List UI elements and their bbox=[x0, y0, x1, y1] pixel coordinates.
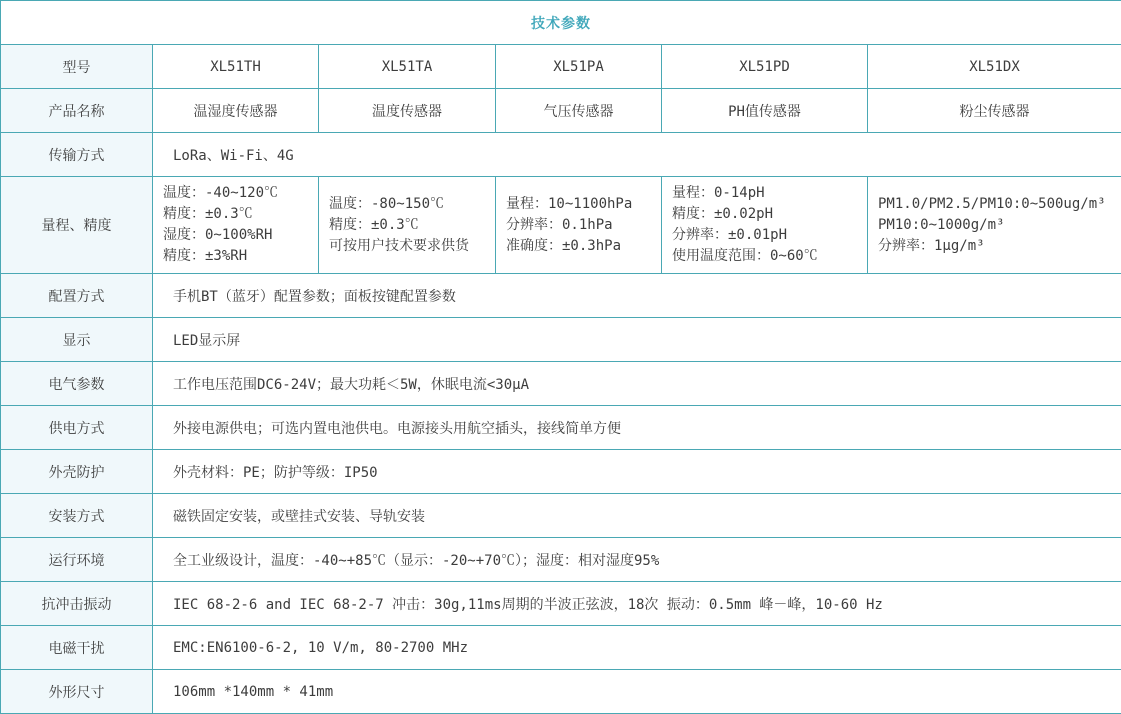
table-row-operating-env bbox=[1, 538, 1121, 582]
range-cell-xl51dx bbox=[868, 177, 1121, 274]
row-label-transmission: 传输方式 bbox=[1, 133, 153, 177]
model-xl51pa: XL51PA bbox=[496, 45, 662, 89]
row-label-power-supply: 供电方式 bbox=[1, 406, 153, 450]
range-line: 湿度：0~100%RH bbox=[163, 225, 312, 246]
row-label-range-accuracy: 量程、精度 bbox=[1, 177, 153, 274]
row-label-display: 显示 bbox=[1, 318, 153, 362]
table-row-electrical bbox=[1, 362, 1121, 406]
enclosure-value: 外壳材料：PE；防护等级：IP50 bbox=[153, 450, 1121, 494]
dimensions-value: 106mm *140mm * 41mm bbox=[153, 670, 1121, 714]
table-row-shock-vibration bbox=[1, 582, 1121, 626]
row-label-product-name: 产品名称 bbox=[1, 89, 153, 133]
product-name-1: 温湿度传感器 bbox=[153, 89, 319, 133]
range-line: PM10:0~1000g/m³ bbox=[878, 215, 1115, 236]
model-xl51ta: XL51TA bbox=[319, 45, 496, 89]
row-label-electrical: 电气参数 bbox=[1, 362, 153, 406]
config-value: 手机BT（蓝牙）配置参数；面板按键配置参数 bbox=[153, 274, 1121, 318]
table-title-row bbox=[1, 1, 1121, 45]
power-supply-value: 外接电源供电；可选内置电池供电。电源接头用航空插头，接线简单方便 bbox=[153, 406, 1121, 450]
range-line: PM1.0/PM2.5/PM10:0~500ug/m³ bbox=[878, 194, 1115, 215]
table-row-emc bbox=[1, 626, 1121, 670]
range-line: 使用温度范围：0~60℃ bbox=[672, 246, 861, 267]
range-line: 准确度：±0.3hPa bbox=[506, 236, 655, 257]
emc-value: EMC:EN6100-6-2, 10 V/m, 80-2700 MHz bbox=[153, 626, 1121, 670]
range-line: 精度：±0.02pH bbox=[672, 204, 861, 225]
range-line: 量程：10~1100hPa bbox=[506, 194, 655, 215]
range-line: 精度：±0.3℃ bbox=[329, 215, 489, 236]
table-row-enclosure bbox=[1, 450, 1121, 494]
table-row-display bbox=[1, 318, 1121, 362]
product-name-5: 粉尘传感器 bbox=[868, 89, 1121, 133]
range-line: 精度：±0.3℃ bbox=[163, 204, 312, 225]
table-row-model bbox=[1, 45, 1121, 89]
range-cell-xl51th bbox=[153, 177, 319, 274]
table-row-dimensions bbox=[1, 670, 1121, 714]
row-label-shock-vibration: 抗冲击振动 bbox=[1, 582, 153, 626]
table-row-power-supply bbox=[1, 406, 1121, 450]
product-name-4: PH值传感器 bbox=[662, 89, 868, 133]
shock-vibration-value: IEC 68-2-6 and IEC 68-2-7 冲击：30g,11ms周期的半波正弦波，18次 振动：0.5mm 峰－峰，10-60 Hz bbox=[153, 582, 1121, 626]
table-row-range-accuracy bbox=[1, 177, 1121, 274]
range-line: 分辨率：1μg/m³ bbox=[878, 236, 1115, 257]
product-name-2: 温度传感器 bbox=[319, 89, 496, 133]
range-line: 温度：-80~150℃ bbox=[329, 194, 489, 215]
table-row-config bbox=[1, 274, 1121, 318]
range-cell-xl51pa bbox=[496, 177, 662, 274]
model-xl51th: XL51TH bbox=[153, 45, 319, 89]
electrical-value: 工作电压范围DC6-24V；最大功耗＜5W，休眠电流<30μA bbox=[153, 362, 1121, 406]
table-row-product-name bbox=[1, 89, 1121, 133]
transmission-value: LoRa、Wi-Fi、4G bbox=[153, 133, 1121, 177]
operating-env-value: 全工业级设计，温度：-40~+85℃（显示：-20~+70℃）；湿度：相对湿度95% bbox=[153, 538, 1121, 582]
range-line: 精度：±3%RH bbox=[163, 246, 312, 267]
range-cell-xl51ta bbox=[319, 177, 496, 274]
row-label-installation: 安装方式 bbox=[1, 494, 153, 538]
row-label-operating-env: 运行环境 bbox=[1, 538, 153, 582]
range-line: 量程：0-14pH bbox=[672, 183, 861, 204]
range-line: 温度：-40~120℃ bbox=[163, 183, 312, 204]
range-line: 分辨率：±0.01pH bbox=[672, 225, 861, 246]
range-line: 可按用户技术要求供货 bbox=[329, 236, 489, 257]
installation-value: 磁铁固定安装，或壁挂式安装、导轨安装 bbox=[153, 494, 1121, 538]
range-cell-xl51pd bbox=[662, 177, 868, 274]
model-xl51pd: XL51PD bbox=[662, 45, 868, 89]
display-value: LED显示屏 bbox=[153, 318, 1121, 362]
product-name-3: 气压传感器 bbox=[496, 89, 662, 133]
row-label-enclosure: 外壳防护 bbox=[1, 450, 153, 494]
row-label-model: 型号 bbox=[1, 45, 153, 89]
row-label-emc: 电磁干扰 bbox=[1, 626, 153, 670]
row-label-config: 配置方式 bbox=[1, 274, 153, 318]
row-label-dimensions: 外形尺寸 bbox=[1, 670, 153, 714]
table-row-installation bbox=[1, 494, 1121, 538]
page-title: 技术参数 bbox=[1, 1, 1121, 45]
table-row-transmission bbox=[1, 133, 1121, 177]
range-line: 分辨率：0.1hPa bbox=[506, 215, 655, 236]
model-xl51dx: XL51DX bbox=[868, 45, 1121, 89]
